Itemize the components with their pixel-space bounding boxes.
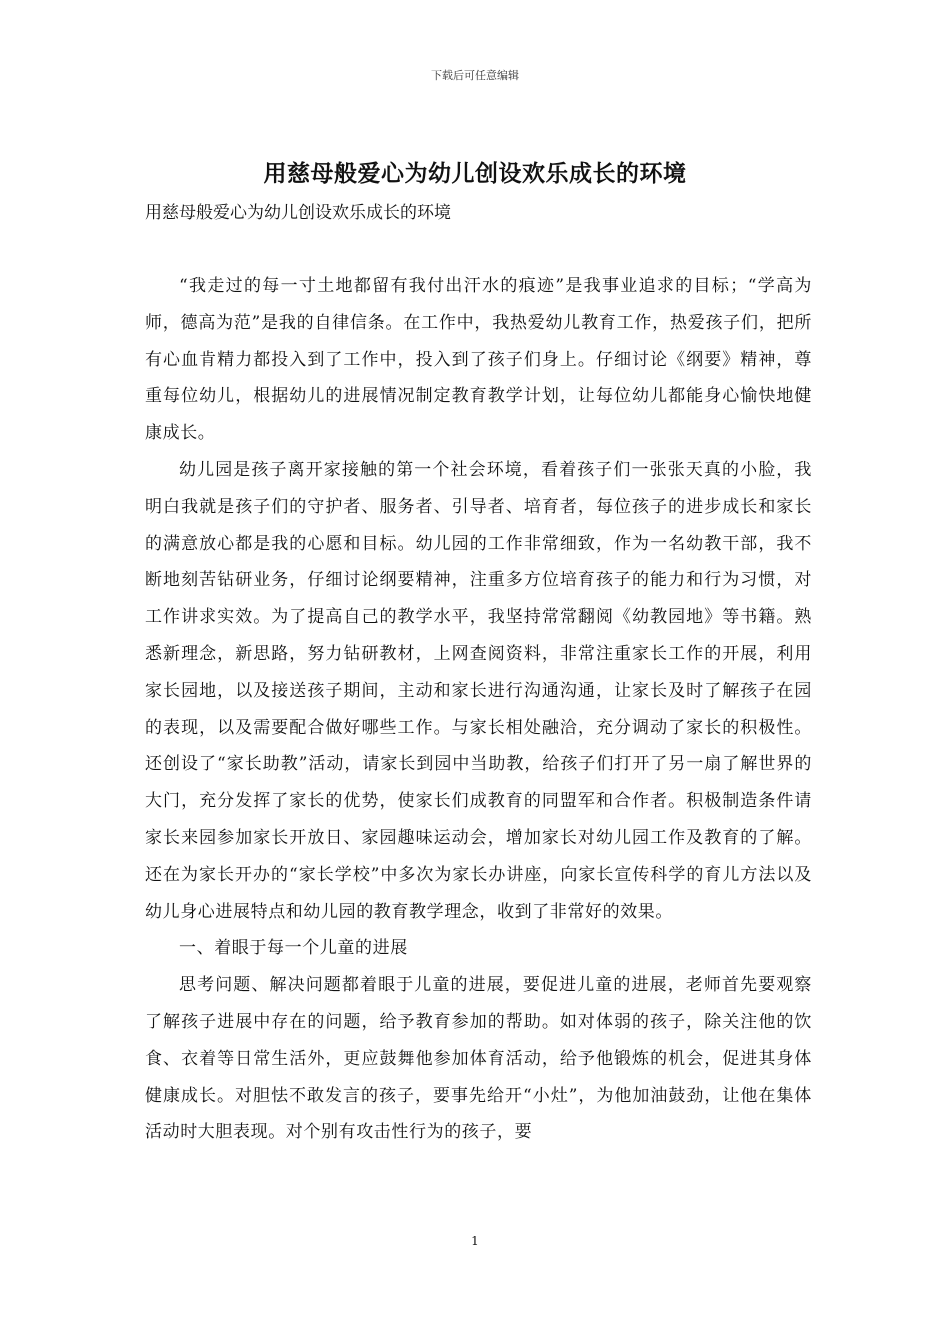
header-note: 下载后可任意编辑	[431, 69, 519, 82]
paragraph-section-one: 思考问题、解决问题都着眼于儿童的进展，要促进儿童的进展，老师首先要观察了解孩子进展中存在的问题，给予教育参加的帮助。如对体弱的孩子，除关注他的饮食、衣着等日常生活外，更应鼓舞他参加体育活动，给予他锻炼的机会，促进其身体健康成长。对胆怯不敢发言的孩子，要事先给开“小灶”，为他加油鼓劲，让他在集体活动时大胆表现。对个别有攻击性行为的孩子，要	[145, 975, 812, 1143]
document-title: 用慈母般爱心为幼儿创设欢乐成长的环境	[263, 160, 687, 187]
section-heading: 一、着眼于每一个儿童的进展	[179, 938, 408, 959]
document-body	[145, 268, 812, 1151]
page-number: 1	[471, 1234, 479, 1248]
paragraph-intro: “我走过的每一寸土地都留有我付出汗水的痕迹”是我事业追求的目标；“学高为师，德高为范”是我的自律信条。在工作中，我热爱幼儿教育工作，热爱孩子们，把所有心血肯精力都投入到了工作中，投入到了孩子们身上。仔细讨论《纲要》精神，尊重每位幼儿，根据幼儿的进展情况制定教育教学计划，让每位幼儿都能身心愉快地健康成长。	[145, 276, 812, 444]
paragraph-kindergarten: 幼儿园是孩子离开家接触的第一个社会环境，看着孩子们一张张天真的小脸，我明白我就是孩子们的守护者、服务者、引导者、培育者，每位孩子的进步成长和家长的满意放心都是我的心愿和目标。幼儿园的工作非常细致，作为一名幼教干部，我不断地刻苦钻研业务，仔细讨论纲要精神，注重多方位培育孩子的能力和行为习惯，对工作讲求实效。为了提高自己的教学水平，我坚持常常翻阅《幼教园地》等书籍。熟悉新理念，新思路，努力钻研教材，上网查阅资料，非常注重家长工作的开展，利用家长园地，以及接送孩子期间，主动和家长进行沟通沟通，让家长及时了解孩子在园的表现，以及需要配合做好哪些工作。与家长相处融洽，充分调动了家长的积极性。还创设了“家长助教”活动，请家长到园中当助教，给孩子们打开了另一扇了解世界的大门，充分发挥了家长的优势，使家长们成教育的同盟军和合作者。积极制造条件请家长来园参加家长开放日、家园趣味运动会，增加家长对幼儿园工作及教育的了解。还在为家长开办的“家长学校”中多次为家长办讲座，向家长宣传科学的育儿方法以及幼儿身心进展特点和幼儿园的教育教学理念，收到了非常好的效果。	[145, 459, 812, 922]
document-subtitle: 用慈母般爱心为幼儿创设欢乐成长的环境	[145, 203, 451, 223]
